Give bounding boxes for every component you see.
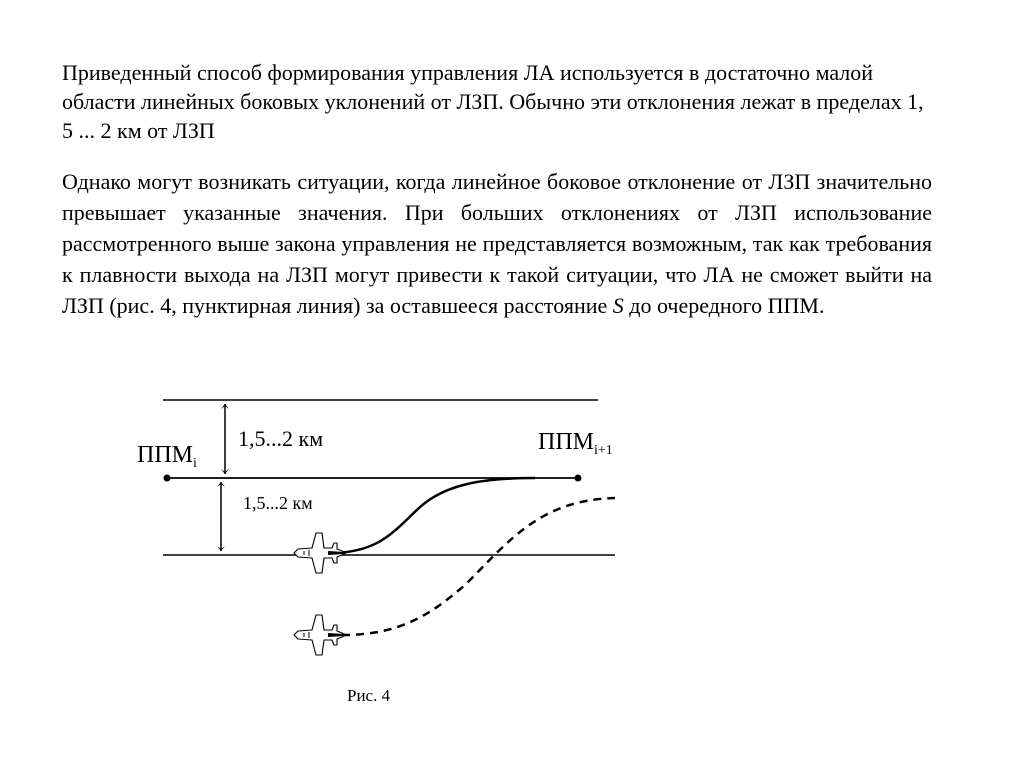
figure-caption: Рис. 4 [347,686,391,705]
aircraft-lower-icon [294,615,346,655]
aircraft-upper-icon [294,533,346,573]
ppm-right-label: $ППМ_{i+1}$ [538,429,613,458]
paragraph-text-after: до очередного ППМ. [623,293,825,318]
paragraph-text-before: Однако могут возникать ситуации, когда линейное боковое отклонение от ЛЗП значительно превышает указанные значения. При больших отклонениях от ЛЗП использование рассмотренного выше закона управления не представляется возможным, так как требования к плавности выхода на ЛЗП могут привести к такой ситуации, что ЛА не сможет выйти на ЛЗП (рис. 4, пунктирная линия) за оставшееся расстояние [62,169,932,318]
solid-trajectory [330,478,535,553]
waypoint-right-dot [575,475,582,482]
ppm-left-label: $ППМ_i$ [137,442,197,471]
dashed-trajectory [342,498,615,635]
waypoint-left-dot [164,475,171,482]
distance-variable: S [612,293,624,318]
distance-upper-label: 1,5...2 км [238,426,324,451]
paragraph-intro: Приведенный способ формирования управления ЛА используется в достаточно малой области линейных боковых уклонений от ЛЗП. Обычно эти отклонения лежат в пределах 1, 5 ... 2 км от ЛЗП [62,60,924,143]
distance-lower-label: 1,5...2 км [243,493,313,513]
